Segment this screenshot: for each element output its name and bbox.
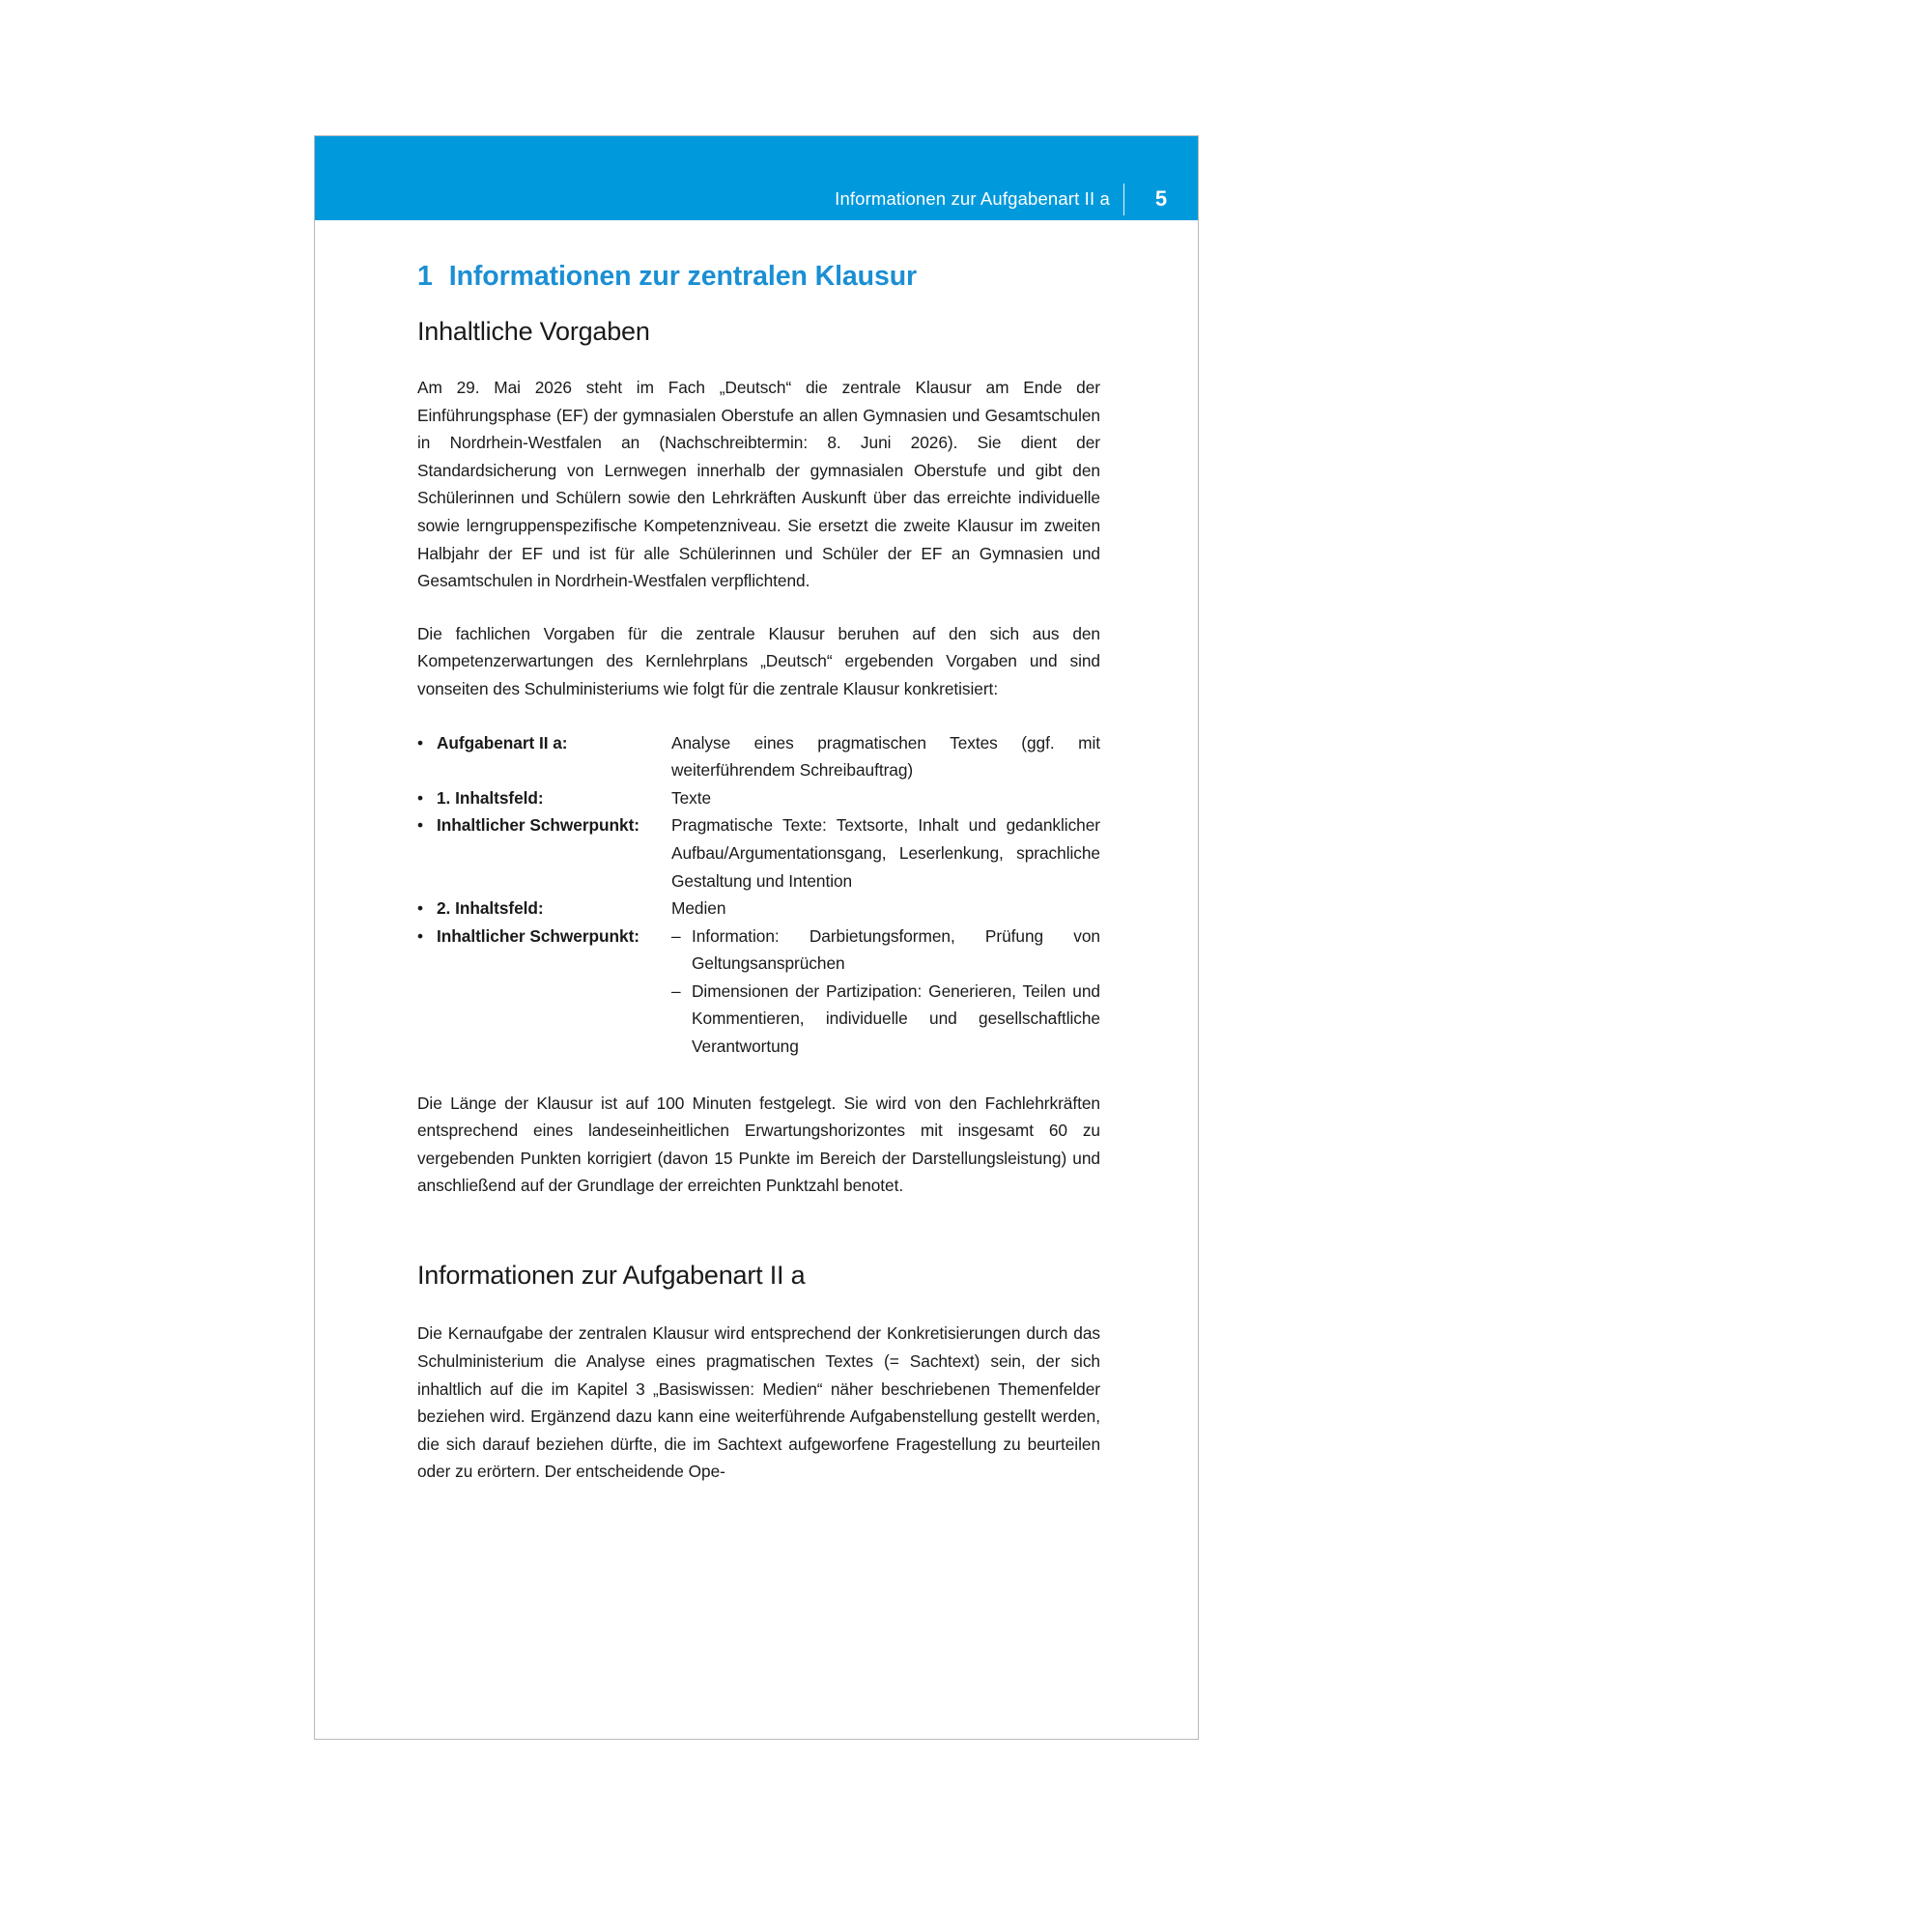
section-heading-inhaltliche-vorgaben: Inhaltliche Vorgaben — [417, 316, 650, 346]
bullet-icon: • — [417, 815, 424, 836]
list-item — [417, 784, 1100, 812]
spec-description: Analyse eines pragmatischen Textes (ggf. mit weiterführendem Schreibauftrag) — [671, 732, 1100, 781]
spec-term: 1. Inhaltsfeld: — [437, 787, 544, 808]
header-divider — [1123, 184, 1124, 215]
list-item — [417, 811, 1100, 895]
spec-term: Inhaltlicher Schwerpunkt: — [437, 925, 639, 946]
list-item — [417, 923, 1100, 1061]
dash-icon: – — [671, 925, 681, 946]
section-heading-aufgabenart: Informationen zur Aufgabenart II a — [417, 1261, 806, 1291]
list-item — [417, 895, 1100, 923]
list-item — [417, 729, 1100, 784]
spec-description-sublist — [671, 923, 1100, 1061]
bullet-icon: • — [417, 898, 424, 919]
paragraph-fachliche-vorgaben: Die fachlichen Vorgaben für die zentrale Klausur beruhen auf den sich aus den Kompetenzerwartungen des Kernlehrplans „Deutsch“ ergebenden Vorgaben und sind vonseiten des Schulministeriums wie folgt für die zentrale Klausur konkretisiert: — [417, 623, 1100, 698]
page-body — [417, 260, 1100, 1486]
page-header-content — [835, 178, 1198, 220]
spec-list — [417, 729, 1100, 1061]
chapter-heading — [417, 260, 1100, 295]
paragraph-klausur-laenge: Die Länge der Klausur ist auf 100 Minuten festgelegt. Sie wird von den Fachlehrkräften entsprechend eines landeseinheitlichen Erwartungshorizontes mit insgesamt 60 zu vergebenden Punkten korrigiert (davon 15 Punkte im Bereich der Darstellungsleistung) und anschließend auf der Grundlage der erreichten Punktzahl benotet. — [417, 1093, 1100, 1196]
spec-description: Medien — [671, 898, 726, 919]
spec-term: 2. Inhaltsfeld: — [437, 898, 544, 919]
sub-item-text: Information: Darbietungsformen, Prüfung von Geltungsansprüchen — [692, 925, 1100, 974]
chapter-title-text: Informationen zur zentralen Klausur — [448, 261, 917, 292]
running-head-title: Informationen zur Aufgabenart II a — [835, 188, 1110, 209]
spec-term: Inhaltlicher Schwerpunkt: — [437, 815, 639, 836]
bullet-icon: • — [417, 925, 424, 946]
paragraph-kernaufgabe: Die Kernaufgabe der zentralen Klausur wird entsprechend der Konkretisierungen durch das Schulministerium die Analyse eines pragmatischen Textes (= Sachtext) sein, der sich inhaltlich auf die im Kapitel 3 „Basiswissen: Medien“ näher beschriebenen Themenfelder beziehen wird. Ergänzend dazu kann eine weiterführende Aufgabenstellung gestellt werden, die sich darauf beziehen dürfte, die im Sachtext aufgeworfene Fragestellung zu beurteilen oder zu erörtern. Der entscheidende Ope- — [417, 1323, 1100, 1482]
dash-icon: – — [671, 980, 681, 1001]
page-header-band — [315, 136, 1198, 220]
chapter-number: 1 — [417, 261, 433, 292]
sub-item-text: Dimensionen der Partizipation: Generieren, Teilen und Kommentieren, individuelle und gesellschaftliche Verantwortung — [692, 980, 1100, 1057]
list-item — [671, 923, 1100, 978]
spacer — [417, 1200, 1100, 1260]
sub-dash-list — [671, 923, 1100, 1061]
paragraph-klausur-termin: Am 29. Mai 2026 steht im Fach „Deutsch“ die zentrale Klausur am Ende der Einführungsphase (EF) der gymnasialen Oberstufe an allen Gymnasien und Gesamtschulen in Nordrhein-Westfalen an (Nachschreibtermin: 8. Juni 2026). Sie dient der Standardsicherung von Lernwegen innerhalb der gymnasialen Oberstufe und gibt den Schülerinnen und Schülern sowie den Lehrkräften Auskunft über das erreichte individuelle sowie lerngruppenspezifische Kompetenzniveau. Sie ersetzt die zweite Klausur im zweiten Halbjahr der EF und ist für alle Schülerinnen und Schüler der EF an Gymnasien und Gesamtschulen in Nordrhein-Westfalen verpflichtend. — [417, 378, 1100, 591]
spec-description: Texte — [671, 787, 712, 808]
spec-term: Aufgabenart II a: — [437, 732, 568, 753]
bullet-icon: • — [417, 787, 424, 808]
document-page — [314, 135, 1199, 1740]
bullet-icon: • — [417, 732, 424, 753]
page-number: 5 — [1154, 186, 1168, 211]
spacer — [417, 1061, 1100, 1090]
spec-description: Pragmatische Texte: Textsorte, Inhalt und gedanklicher Aufbau/Argumentationsgang, Leserlenkung, sprachliche Gestaltung und Intention — [671, 815, 1100, 891]
list-item — [671, 978, 1100, 1061]
spacer — [417, 1291, 1100, 1320]
